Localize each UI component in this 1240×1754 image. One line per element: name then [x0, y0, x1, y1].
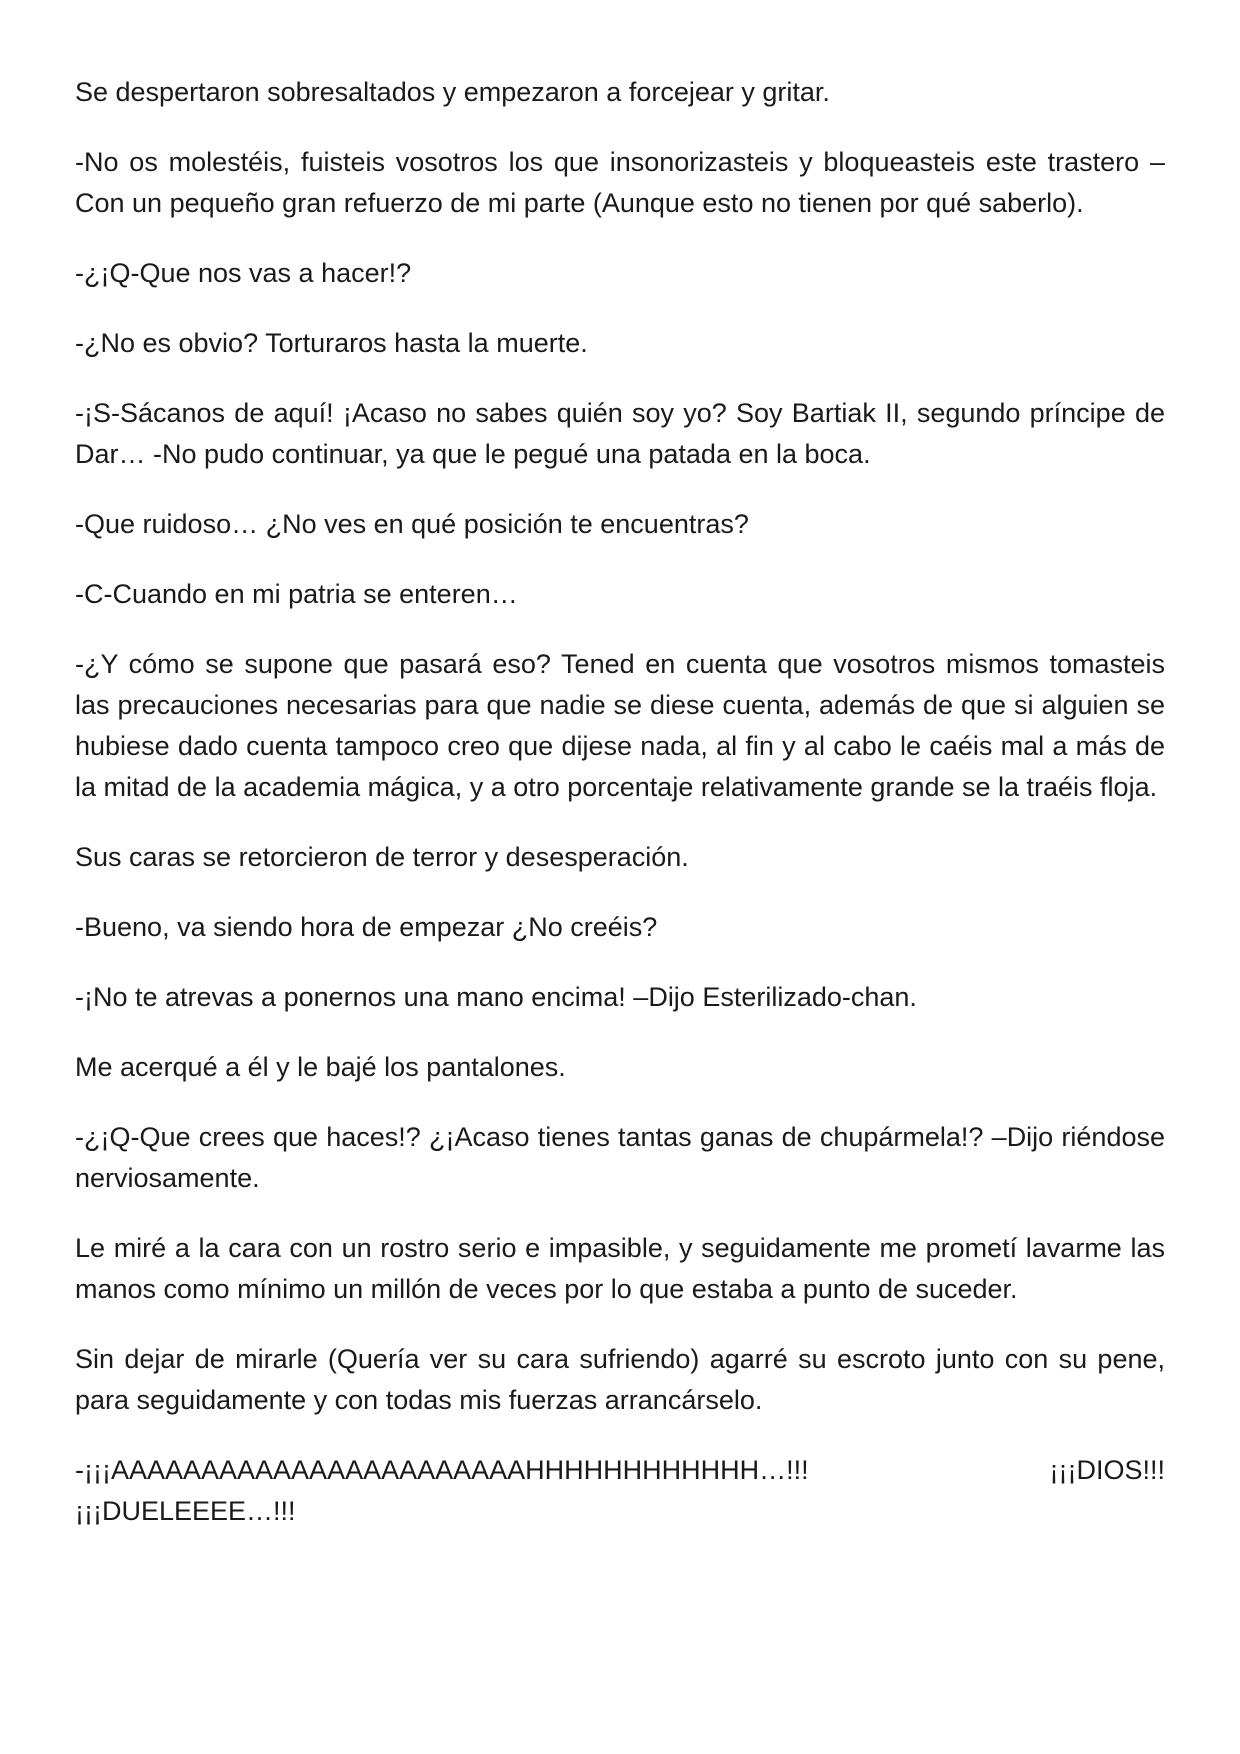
paragraph: -C-Cuando en mi patria se enteren…	[75, 579, 518, 609]
scream-text: ¡¡¡DUELEEEE…!!!	[75, 1496, 296, 1526]
paragraph: Sus caras se retorcieron de terror y desesperación.	[75, 842, 689, 872]
paragraph: Se despertaron sobresaltados y empezaron a forcejear y gritar.	[75, 77, 830, 107]
paragraph: -¿No es obvio? Torturaros hasta la muerte.	[75, 328, 588, 358]
paragraph: Le miré a la cara con un rostro serio e impasible, y seguidamente me prometí lavarme las manos como mínimo un millón de veces por lo que estaba a punto de suceder.	[75, 1233, 1165, 1304]
paragraph: -Que ruidoso… ¿No ves en qué posición te encuentras?	[75, 509, 749, 539]
paragraph: -¡No te atrevas a ponernos una mano encima! –Dijo Esterilizado-chan.	[75, 982, 917, 1012]
paragraph: Me acerqué a él y le bajé los pantalones.	[75, 1052, 566, 1082]
paragraph: -No os molestéis, fuisteis vosotros los que insonorizasteis y bloqueasteis este trastero –Con un pequeño gran refuerzo de mi parte (Aunque esto no tienen por qué saberlo).	[75, 147, 1165, 218]
scream-line	[75, 1450, 1165, 1491]
paragraph: Sin dejar de mirarle (Quería ver su cara sufriendo) agarré su escroto junto con su pene, para seguidamente y con todas mis fuerzas arrancárselo.	[75, 1344, 1165, 1415]
document-page	[75, 72, 1165, 1561]
scream-text: ¡¡¡DIOS!!!	[1049, 1455, 1165, 1485]
paragraph: -¡S-Sácanos de aquí! ¡Acaso no sabes quién soy yo? Soy Bartiak II, segundo príncipe de Dar… -No pudo continuar, ya que le pegué una patada en la boca.	[75, 398, 1165, 469]
scream-paragraph	[75, 1450, 1165, 1532]
paragraph: -¿¡Q-Que nos vas a hacer!?	[75, 258, 412, 288]
paragraph: -¿¡Q-Que crees que haces!? ¿¡Acaso tienes tantas ganas de chupármela!? –Dijo riéndose nerviosamente.	[75, 1122, 1165, 1193]
paragraph: -¿Y cómo se supone que pasará eso? Tened en cuenta que vosotros mismos tomasteis las precauciones necesarias para que nadie se diese cuenta, además de que si alguien se hubiese dado cuenta tampoco creo que dijese nada, al fin y al cabo le caéis mal a más de la mitad de la academia mágica, y a otro porcentaje relativamente grande se la traéis floja.	[75, 649, 1165, 802]
paragraph: -Bueno, va siendo hora de empezar ¿No creéis?	[75, 912, 658, 942]
scream-text: -¡¡¡AAAAAAAAAAAAAAAAAAAAAAAHHHHHHHHHHHH…!!!	[75, 1455, 809, 1485]
